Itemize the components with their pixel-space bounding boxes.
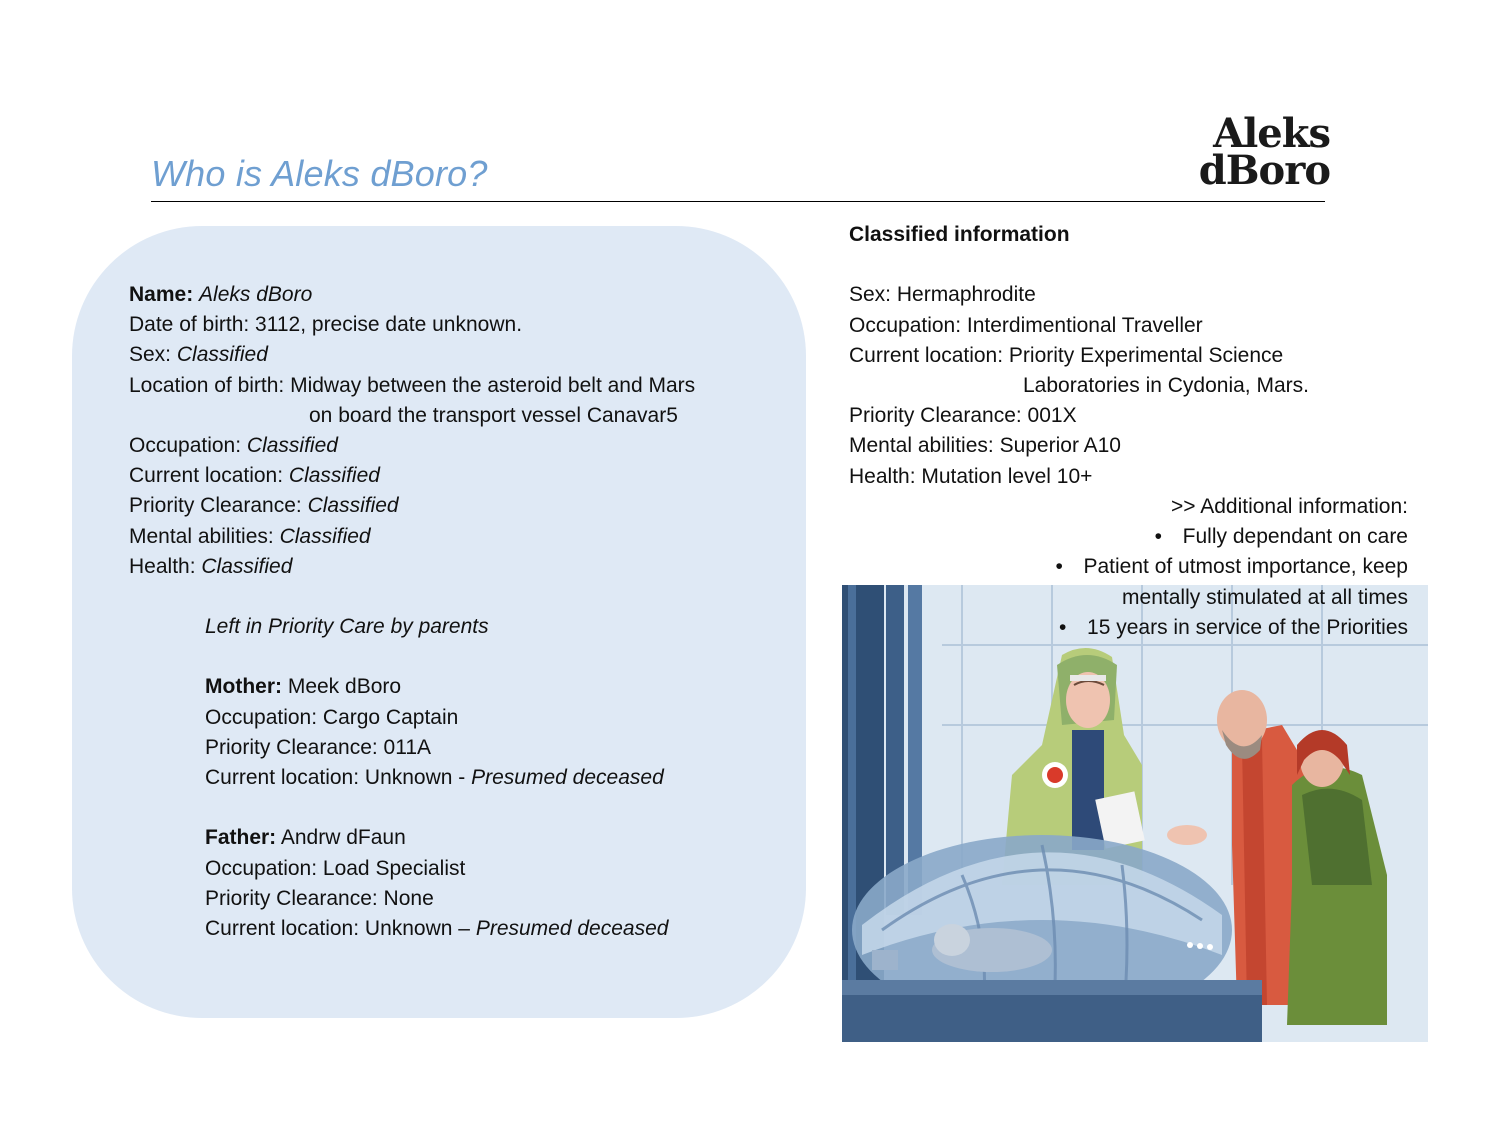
sex-value: Classified: [176, 343, 268, 367]
name-value: Aleks dBoro: [199, 283, 313, 306]
mother-line: [205, 672, 668, 702]
pob-line-2: on board the transport vessel Canavar5: [309, 403, 678, 427]
father-line: [205, 823, 668, 853]
father-name: Andrw dFaun: [276, 826, 406, 850]
classified-heading-text: Classified information: [849, 223, 1070, 246]
mother-name: Meek dBoro: [282, 675, 402, 699]
sex-label: Sex:: [129, 343, 177, 367]
pob-line-1: Location of birth: Midway between the asteroid belt and Mars: [129, 373, 696, 397]
father-label: Father:: [205, 826, 277, 850]
name-label: Name:: [129, 283, 194, 306]
additional-info: [1055, 492, 1408, 643]
additional-heading: >> Additional information:: [1171, 495, 1408, 518]
father-clearance: Priority Clearance: None: [205, 886, 434, 910]
mother-location-prefix: Current location: Unknown -: [205, 766, 472, 790]
profile-details: [129, 280, 695, 582]
classified-health: Health: Mutation level 10+: [849, 464, 1093, 488]
classified-occupation: Occupation: Interdimentional Traveller: [849, 313, 1203, 337]
occupation-value: Classified: [246, 434, 338, 458]
mother-clearance: Priority Clearance: 011A: [205, 735, 432, 759]
logo-line-1: Aleks: [1213, 110, 1330, 157]
bullet-2-text: Patient of utmost importance, keep: [1083, 555, 1408, 579]
aleks-dboro-logo: [1196, 110, 1330, 194]
health-label: Health:: [129, 554, 202, 578]
occupation-label: Occupation:: [129, 434, 247, 458]
health-line: [129, 552, 695, 582]
classified-heading: [849, 220, 1309, 250]
classified-info: [849, 220, 1309, 492]
bullet-icon: •: [1059, 615, 1067, 639]
father-location-prefix: Current location: Unknown –: [205, 917, 476, 941]
parents-section: [205, 612, 668, 944]
classified-location-2: Laboratories in Cydonia, Mars.: [1023, 374, 1309, 398]
clearance-value: Classified: [307, 494, 399, 518]
bullet-icon: •: [1055, 555, 1063, 579]
mother-location-status: Presumed deceased: [471, 766, 664, 790]
father-occupation: Occupation: Load Specialist: [205, 856, 466, 880]
care-note-text: Left in Priority Care by parents: [205, 615, 489, 638]
bullet-item-2-cont: mentally stimulated at all times: [1122, 585, 1408, 609]
mental-value: Classified: [279, 524, 371, 548]
title-divider: [151, 201, 1325, 202]
classified-sex: Sex: Hermaphrodite: [849, 283, 1036, 307]
page-title: Who is Aleks dBoro?: [151, 153, 488, 194]
health-value: Classified: [201, 554, 293, 578]
dob-line: Date of birth: 3112, precise date unknown.: [129, 313, 523, 337]
classified-mental: Mental abilities: Superior A10: [849, 434, 1121, 458]
bullet-1-text: Fully dependant on care: [1182, 525, 1408, 549]
name-line: [129, 280, 695, 310]
bullet-item-3: [1055, 613, 1408, 643]
clearance-line: [129, 491, 695, 521]
father-location-status: Presumed deceased: [475, 917, 669, 941]
bullet-icon: •: [1154, 525, 1163, 549]
sex-line: [129, 340, 695, 370]
bullet-item-2: [1055, 552, 1408, 582]
location-value: Classified: [288, 464, 380, 488]
mother-label: Mother:: [205, 675, 282, 699]
location-line: [129, 461, 695, 491]
mother-location: [205, 763, 668, 793]
location-label: Current location:: [129, 464, 289, 488]
father-location: [205, 914, 668, 944]
bullet-3-text: 15 years in service of the Priorities: [1087, 615, 1408, 639]
logo-line-2: dBoro: [1198, 147, 1330, 194]
bullet-item-1: [1055, 522, 1408, 552]
incubator-illustration: [842, 585, 1428, 1042]
classified-clearance: Priority Clearance: 001X: [849, 404, 1077, 428]
mental-label: Mental abilities:: [129, 524, 280, 548]
clearance-label: Priority Clearance:: [129, 494, 308, 518]
care-note: [205, 612, 668, 642]
mother-occupation: Occupation: Cargo Captain: [205, 705, 459, 729]
occupation-line: [129, 431, 695, 461]
mental-line: [129, 522, 695, 552]
classified-location-1: Current location: Priority Experimental Science: [849, 343, 1284, 367]
